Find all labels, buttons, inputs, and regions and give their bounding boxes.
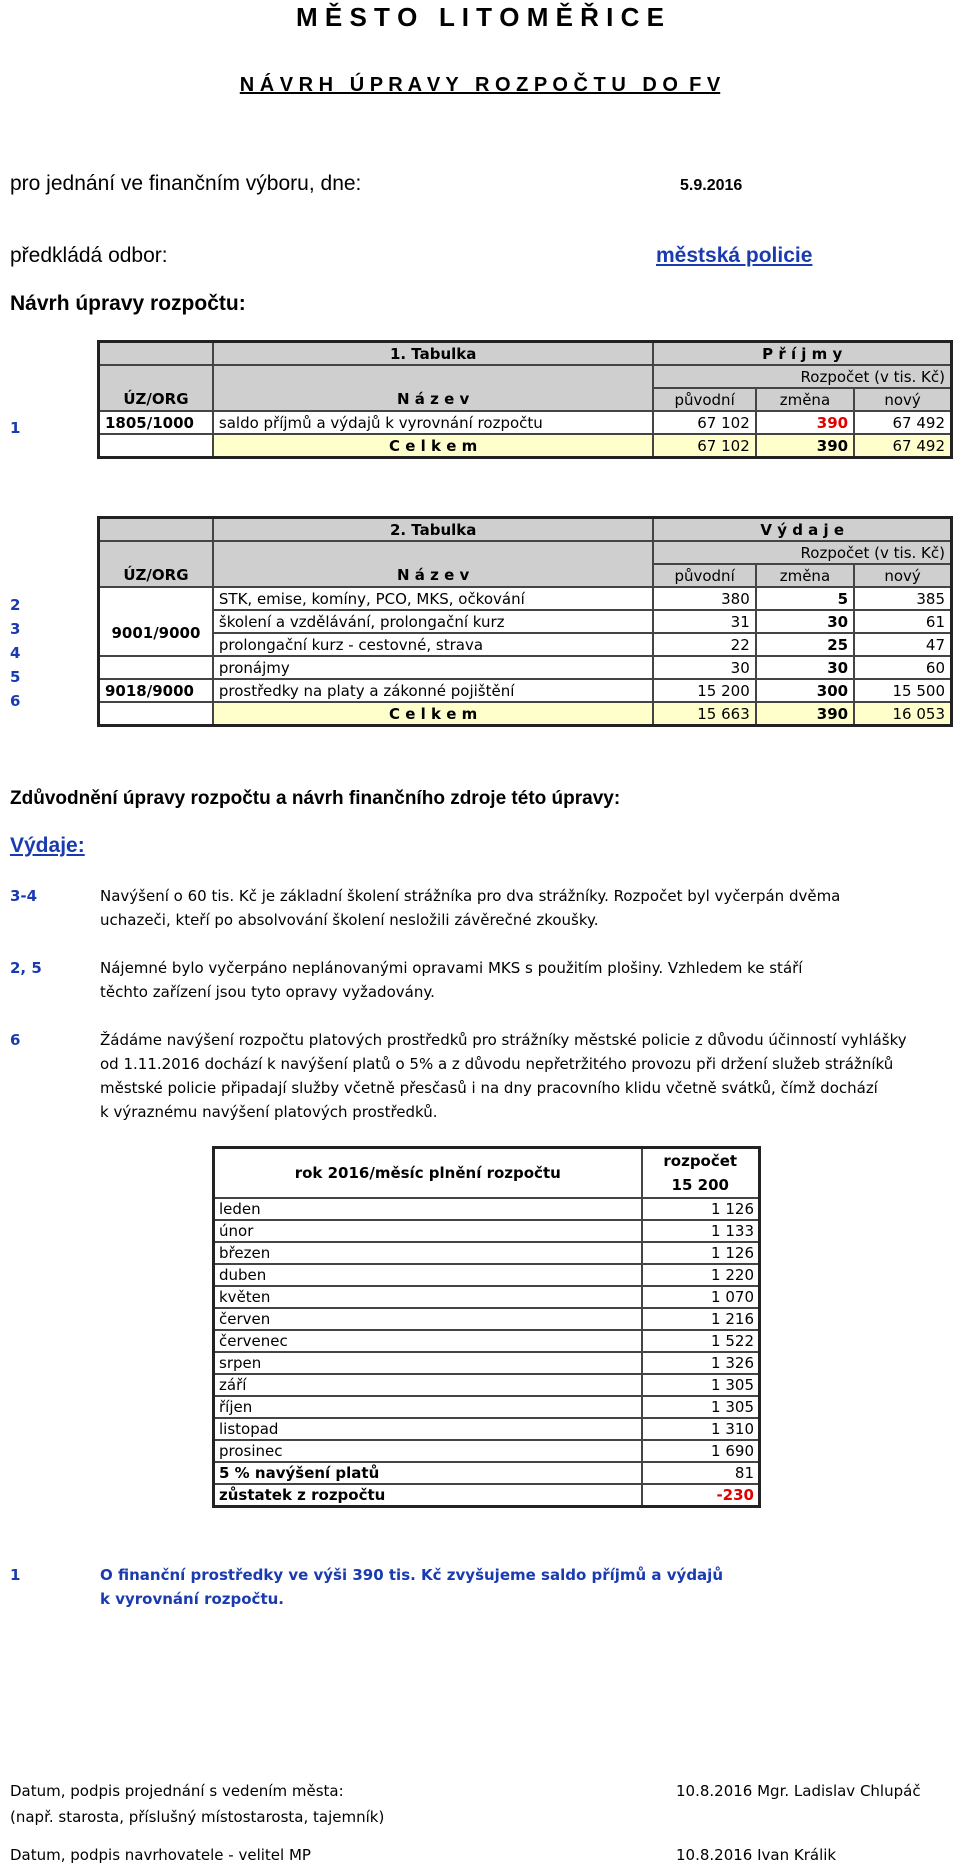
note-line: Žádáme navýšení rozpočtu platových prostředků pro strážníky městské policie z důvodu účinností vyhlášky <box>100 1031 907 1049</box>
row-new: 61 <box>854 610 951 633</box>
month-name: srpen <box>214 1352 642 1374</box>
footer-approval-label: Datum, podpis projednání s vedením města: <box>10 1782 344 1800</box>
row-change: 30 <box>756 656 854 679</box>
month-value: 1 522 <box>642 1330 760 1352</box>
note-line: uchazeči, kteří po absolvování školení nesložili závěrečné zkoušky. <box>100 911 599 929</box>
note-line: k výraznému navýšení platových prostředků. <box>100 1103 438 1121</box>
month-value: 1 690 <box>642 1440 760 1462</box>
monthly-head-right: rozpočet <box>642 1148 760 1174</box>
row-number: 6 <box>10 692 21 710</box>
department-value: městská policie <box>656 244 813 267</box>
table1-total-orig: 67 102 <box>653 434 755 458</box>
table-row <box>214 1198 760 1220</box>
table1-col-orig: původní <box>653 388 755 411</box>
remainder-label: zůstatek z rozpočtu <box>214 1484 642 1507</box>
table-row <box>214 1440 760 1462</box>
table2-title: 2. Tabulka <box>213 518 654 542</box>
table-row <box>214 1352 760 1374</box>
month-value: 1 310 <box>642 1418 760 1440</box>
table1-col-change: změna <box>756 388 854 411</box>
row-new: 47 <box>854 633 951 656</box>
note-number: 6 <box>10 1031 21 1049</box>
row-change: 300 <box>756 679 854 702</box>
table-row <box>214 1242 760 1264</box>
row-change: 30 <box>756 610 854 633</box>
meeting-label: pro jednání ve finančním výboru, dne: <box>10 172 362 195</box>
row-orig: 67 102 <box>653 411 755 434</box>
table-row <box>99 610 952 633</box>
monthly-head-left: rok 2016/měsíc plnění rozpočtu <box>214 1148 642 1199</box>
table1-title: 1. Tabulka <box>213 342 654 366</box>
row-number: 4 <box>10 644 21 662</box>
table2-total-new: 16 053 <box>854 702 951 726</box>
table2-col-org: ÚZ/ORG <box>99 564 213 587</box>
note-line: k vyrovnání rozpočtu. <box>100 1590 284 1608</box>
row-name: saldo příjmů a výdajů k vyrovnání rozpočtu <box>213 411 654 434</box>
remainder-value: -230 <box>642 1484 760 1507</box>
month-value: 1 305 <box>642 1374 760 1396</box>
row-number: 1 <box>10 419 21 437</box>
table-row <box>214 1330 760 1352</box>
row-change: 5 <box>756 587 854 610</box>
footer-approval-signature: 10.8.2016 Mgr. Ladislav Chlupáč <box>676 1782 921 1800</box>
month-name: březen <box>214 1242 642 1264</box>
month-value: 1 216 <box>642 1308 760 1330</box>
month-name: květen <box>214 1286 642 1308</box>
month-value: 1 070 <box>642 1286 760 1308</box>
table-row <box>214 1462 760 1484</box>
expense-table <box>97 516 953 727</box>
city-title: M Ě S T O L I T O M Ě Ř I C E <box>296 2 664 32</box>
row-orig: 380 <box>653 587 755 610</box>
table2-col-name: N á z e v <box>213 564 654 587</box>
table-row <box>214 1374 760 1396</box>
month-value: 1 126 <box>642 1198 760 1220</box>
month-name: listopad <box>214 1418 642 1440</box>
table-row <box>99 633 952 656</box>
note-line: Nájemné bylo vyčerpáno neplánovanými opravami MKS s použitím plošiny. Vzhledem ke stáří <box>100 959 803 977</box>
table1-total-new: 67 492 <box>854 434 951 458</box>
row-orig: 31 <box>653 610 755 633</box>
table-row <box>214 1220 760 1242</box>
row-number: 2 <box>10 596 21 614</box>
month-value: 1 305 <box>642 1396 760 1418</box>
row-orig: 15 200 <box>653 679 755 702</box>
table1-total-label: C e l k e m <box>213 434 654 458</box>
row-new: 60 <box>854 656 951 679</box>
row-name: prostředky na platy a zákonné pojištění <box>213 679 654 702</box>
table-row <box>214 1418 760 1440</box>
month-name: leden <box>214 1198 642 1220</box>
row-number: 5 <box>10 668 21 686</box>
month-name: červenec <box>214 1330 642 1352</box>
table-row <box>99 587 952 610</box>
row-new: 67 492 <box>854 411 951 434</box>
table-row <box>214 1396 760 1418</box>
table1-col-name: N á z e v <box>213 388 654 411</box>
note-line: od 1.11.2016 dochází k navýšení platů o 5% a z důvodu nepřetržitého provozu při držení služeb strážníků <box>100 1055 894 1073</box>
note-text <box>100 884 940 932</box>
row-orig: 30 <box>653 656 755 679</box>
table-row <box>214 1264 760 1286</box>
meeting-date: 5.9.2016 <box>680 177 743 194</box>
row-new: 385 <box>854 587 951 610</box>
expenses-heading: Výdaje: <box>10 834 85 857</box>
document-subtitle: N Á V R H Ú P R A V Y R O Z P O Č T U D O F V <box>239 74 721 96</box>
month-value: 1 133 <box>642 1220 760 1242</box>
month-name: duben <box>214 1264 642 1286</box>
row-change: 25 <box>756 633 854 656</box>
table2-col-change: změna <box>756 564 854 587</box>
note-text <box>100 956 940 1004</box>
note-line: městské policie připadají služby včetně přesčasů i na dny pracovního klidu včetně svátků, čímž dochází <box>100 1079 878 1097</box>
table-row <box>99 656 952 679</box>
table2-col-orig: původní <box>653 564 755 587</box>
month-name: červen <box>214 1308 642 1330</box>
footer-approval-note: (např. starosta, příslušný místostarosta, tajemník) <box>10 1808 385 1826</box>
note-line: těchto zařízení jsou tyto opravy vyžadovány. <box>100 983 435 1001</box>
table1-section: P ř í j m y <box>653 342 951 366</box>
table-row <box>99 411 952 434</box>
department-label: předkládá odbor: <box>10 244 168 267</box>
month-name: prosinec <box>214 1440 642 1462</box>
note-number: 2, 5 <box>10 959 42 977</box>
monthly-table <box>212 1146 761 1508</box>
row-name: STK, emise, komíny, PCO, MKS, očkování <box>213 587 654 610</box>
income-table <box>97 340 953 459</box>
monthly-budget-total: 15 200 <box>642 1173 760 1198</box>
row-name: školení a vzdělávání, prolongační kurz <box>213 610 654 633</box>
row-change: 390 <box>756 411 854 434</box>
row-org: 9018/9000 <box>99 679 213 702</box>
row-orig: 22 <box>653 633 755 656</box>
table1-budget-label: Rozpočet (v tis. Kč) <box>653 365 951 388</box>
table-row <box>99 679 952 702</box>
table1-col-org: ÚZ/ORG <box>99 388 213 411</box>
note-line: Navýšení o 60 tis. Kč je základní školení strážníka pro dva strážníky. Rozpočet byl vyčerpán dvěma <box>100 887 841 905</box>
month-value: 1 326 <box>642 1352 760 1374</box>
row-new: 15 500 <box>854 679 951 702</box>
month-value: 1 126 <box>642 1242 760 1264</box>
row-name: prolongační kurz - cestovné, strava <box>213 633 654 656</box>
note-text <box>100 1028 940 1124</box>
table-row <box>214 1286 760 1308</box>
table1-col-new: nový <box>854 388 951 411</box>
note-number: 3-4 <box>10 887 38 905</box>
table-row <box>214 1308 760 1330</box>
month-name: září <box>214 1374 642 1396</box>
month-name: únor <box>214 1220 642 1242</box>
note-number: 1 <box>10 1566 21 1584</box>
month-name: říjen <box>214 1396 642 1418</box>
row-name: pronájmy <box>213 656 654 679</box>
table2-budget-label: Rozpočet (v tis. Kč) <box>653 541 951 564</box>
table2-total-change: 390 <box>756 702 854 726</box>
table2-col-new: nový <box>854 564 951 587</box>
table1-total-change: 390 <box>756 434 854 458</box>
row-org: 1805/1000 <box>99 411 213 434</box>
table-row <box>214 1484 760 1507</box>
footer-proposer-signature: 10.8.2016 Ivan Králik <box>676 1846 837 1864</box>
table2-total-orig: 15 663 <box>653 702 755 726</box>
table2-total-label: C e l k e m <box>213 702 654 726</box>
income-note-text <box>100 1563 940 1611</box>
footer-proposer-label: Datum, podpis navrhovatele - velitel MP <box>10 1846 311 1864</box>
table2-section: V ý d a j e <box>653 518 951 542</box>
proposal-label: Návrh úpravy rozpočtu: <box>10 292 246 315</box>
row-org: 9001/9000 <box>99 610 213 656</box>
note-line: O finanční prostředky ve výši 390 tis. Kč zvyšujeme saldo příjmů a výdajů <box>100 1566 723 1584</box>
month-value: 1 220 <box>642 1264 760 1286</box>
raise-value: 81 <box>642 1462 760 1484</box>
justification-heading: Zdůvodnění úpravy rozpočtu a návrh finančního zdroje této úpravy: <box>10 788 621 809</box>
raise-label: 5 % navýšení platů <box>214 1462 642 1484</box>
row-number: 3 <box>10 620 21 638</box>
